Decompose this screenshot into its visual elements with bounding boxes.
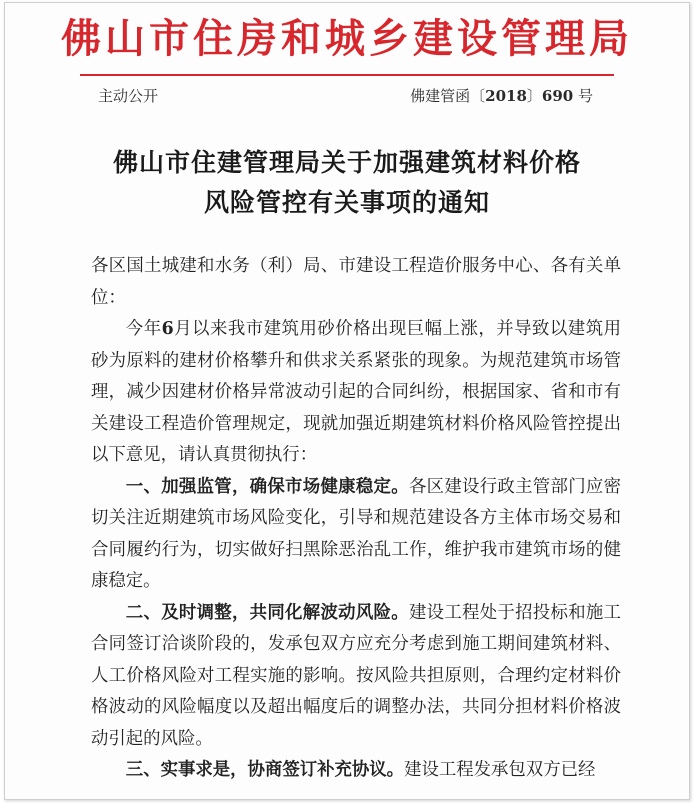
section-2-paragraph [91,598,621,756]
document-page [4,2,690,800]
section-3-text: 建设工程发承包双方已经 [404,760,596,780]
intro-paragraph [91,314,621,472]
section-1-heading: 一、加强监管，确保市场健康稳定。 [125,476,409,497]
notice-body [91,251,621,787]
intro-month: 6 [161,319,174,339]
addressee-paragraph: 各区国土城建和水务（利）局、市建设工程造价服务中心、各有关单位： [91,256,621,308]
document-number-bracket: 〕 [526,87,542,105]
notice-title-line-1: 佛山市住建管理局关于加强建筑材料价格 [112,148,581,177]
document-year: 2018 [485,87,527,105]
notice-title-line-2: 风险管控有关事项的通知 [203,188,490,217]
section-2-text: 建设工程处于招投标和施工合同签订洽谈阶段的，发承包双方应充分考虑到施工期间建筑材料、人工价格风险对工程实施的影响。按风险共担原则，合理约定材料价格波动的风险幅度以及超出幅度后的调整办法，共同分担材料价格波动引起的风险。 [91,602,621,749]
document-number [410,85,593,106]
section-2-heading: 二、及时调整，共同化解波动风险。 [125,602,409,623]
section-3-paragraph [91,755,621,787]
document-serial: 690 [541,87,574,105]
section-1-paragraph [91,472,621,598]
issuing-authority-title: 佛山市住房和城乡建设管理局 [61,16,633,62]
document-number-suffix: 号 [573,87,593,105]
notice-title [5,143,689,223]
intro-text-rest: 月以来我市建筑用砂价格出现巨幅上涨，并导致以建筑用砂为原料的建材价格攀升和供求关系紧张的现象。为规范建筑市场管理，减少因建材价格异常波动引起的合同纠纷，根据国家、省和市有关建设工程造价管理规定，现就加强近期建筑材料价格风险管控提出以下意见，请认真贯彻执行： [91,319,621,465]
section-1-text: 各区建设行政主管部门应密切关注近期建筑市场风险变化，引导和规范建设各方主体市场交易和合同履约行为，切实做好扫黑除恶治乱工作，维护我市建筑市场的健康稳定。 [91,476,621,591]
document-number-prefix: 佛建管函〔 [410,87,486,105]
disclosure-label: 主动公开 [98,87,159,105]
section-3-heading: 三、实事求是，协商签订补充协议。 [125,760,405,780]
intro-text-start: 今年 [125,319,162,339]
red-header-rule [80,74,614,76]
